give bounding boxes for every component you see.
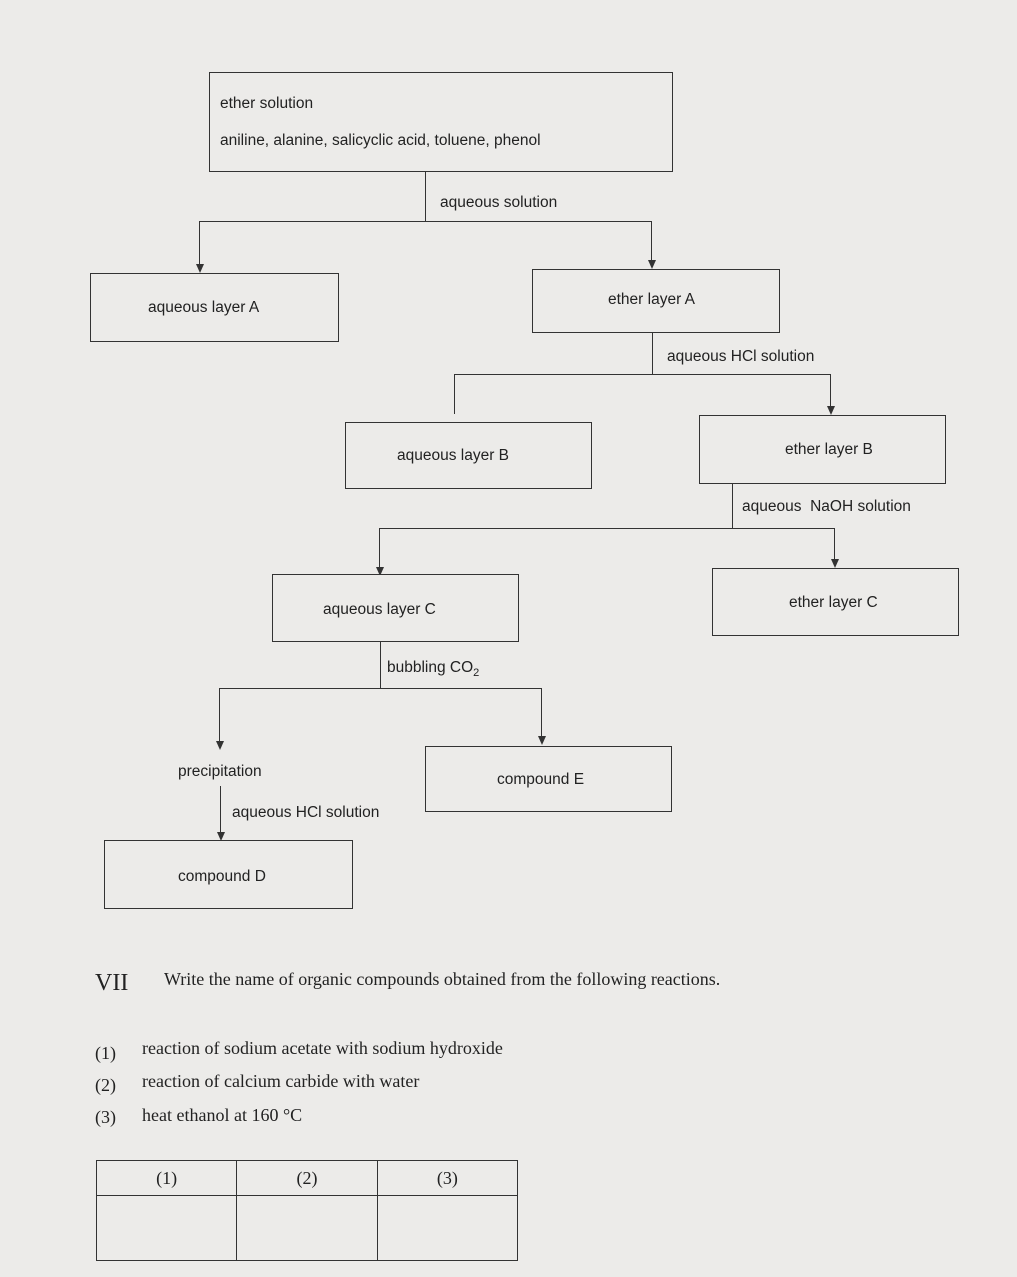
- arrow-icon: [538, 736, 546, 745]
- step2-label: aqueous HCl solution: [667, 348, 815, 365]
- arrow-icon: [216, 741, 224, 750]
- arrow-icon: [648, 260, 656, 269]
- connector-line: [541, 688, 542, 737]
- list-item-number: (3): [95, 1107, 116, 1127]
- connector-line: [220, 818, 221, 834]
- connector-line: [379, 528, 380, 568]
- aqueous-layer-c-label: aqueous layer C: [323, 601, 436, 618]
- table-row: [97, 1196, 518, 1261]
- answer-cell-1[interactable]: [97, 1196, 237, 1261]
- connector-line: [219, 688, 220, 742]
- connector-line: [732, 484, 733, 529]
- question-number: VII: [95, 970, 129, 996]
- precipitation-label: precipitation: [178, 763, 262, 780]
- step4-label-subscript: 2: [473, 667, 480, 680]
- connector-line: [834, 528, 835, 560]
- connector-line: [220, 786, 221, 820]
- step5-label: aqueous HCl solution: [232, 804, 380, 821]
- connector-line: [379, 528, 835, 529]
- aqueous-layer-a-label: aqueous layer A: [148, 299, 260, 316]
- start-box-line2: aniline, alanine, salicyclic acid, toluene, phenol: [220, 132, 541, 149]
- connector-line: [454, 374, 831, 375]
- table-header-cell: (3): [377, 1161, 517, 1196]
- step4-label: [387, 659, 479, 679]
- step4-label-text: bubbling CO: [387, 659, 474, 676]
- table-header-cell: (2): [237, 1161, 377, 1196]
- connector-line: [199, 221, 200, 265]
- aqueous-layer-b-label: aqueous layer B: [397, 447, 510, 464]
- connector-line: [425, 172, 426, 222]
- compound-e-label: compound E: [497, 771, 585, 788]
- answer-cell-2[interactable]: [237, 1196, 377, 1261]
- question-prompt: Write the name of organic compounds obtained from the following reactions.: [164, 969, 721, 989]
- list-item-text: reaction of calcium carbide with water: [142, 1071, 420, 1091]
- step1-label: aqueous solution: [440, 194, 558, 211]
- answer-table: [96, 1160, 518, 1261]
- ether-layer-a-label: ether layer A: [608, 291, 696, 308]
- answer-cell-3[interactable]: [377, 1196, 517, 1261]
- table-header-cell: (1): [97, 1161, 237, 1196]
- step3-label: aqueous NaOH solution: [742, 498, 911, 515]
- connector-line: [219, 688, 542, 689]
- ether-layer-c-label: ether layer C: [789, 594, 878, 611]
- connector-line: [652, 333, 653, 375]
- connector-line: [651, 221, 652, 261]
- connector-line: [830, 374, 831, 407]
- arrow-icon: [827, 406, 835, 415]
- arrow-icon: [196, 264, 204, 273]
- list-item-number: (1): [95, 1043, 116, 1063]
- ether-layer-b-label: ether layer B: [785, 441, 873, 458]
- connector-line: [199, 221, 652, 222]
- list-item-text: reaction of sodium acetate with sodium hydroxide: [142, 1038, 503, 1058]
- connector-line: [380, 642, 381, 689]
- arrow-icon: [831, 559, 839, 568]
- start-box: [209, 72, 673, 172]
- list-item-text: heat ethanol at 160 °C: [142, 1105, 303, 1125]
- start-box-line1: ether solution: [220, 95, 314, 112]
- connector-line: [454, 374, 455, 414]
- table-header-row: [97, 1161, 518, 1196]
- compound-d-label: compound D: [178, 868, 266, 885]
- list-item-number: (2): [95, 1075, 116, 1095]
